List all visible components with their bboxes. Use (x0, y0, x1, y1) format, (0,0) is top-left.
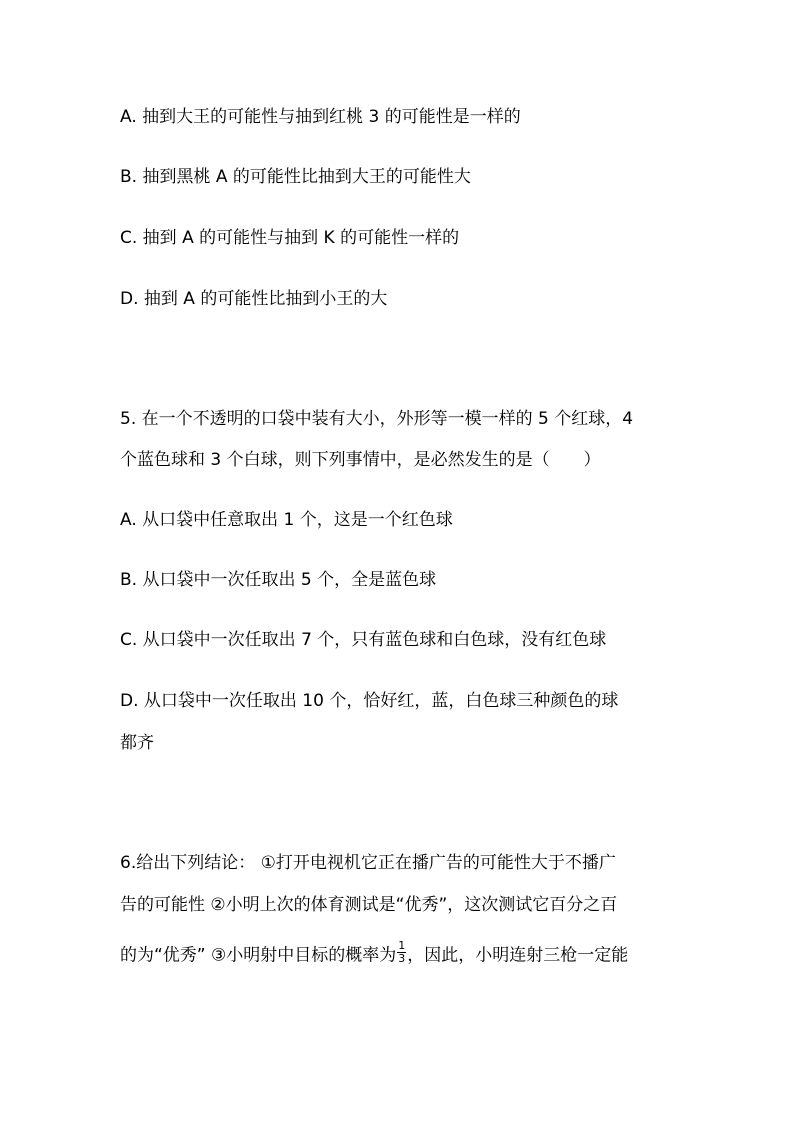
q5-option-d-line-2: 都齐 (120, 733, 154, 753)
q6-line-2: 告的可能性 ②小明上次的体育测试是“优秀”，这次测试它百分之百 (120, 895, 618, 915)
q5-option-c: C. 从口袋中一次任取出 7 个，只有蓝色球和白色球，没有红色球 (120, 630, 607, 650)
q5-stem-line-1: 5. 在一个不透明的口袋中装有大小，外形等一模一样的 5 个红球，4 (120, 409, 634, 429)
q6-line-1: 6.给出下列结论： ①打开电视机它正在播广告的可能性大于不播广 (120, 853, 616, 873)
q5-option-b: B. 从口袋中一次任取出 5 个，全是蓝色球 (120, 570, 437, 590)
q5-stem-line-2: 个蓝色球和 3 个白球，则下列事情中，是必然发生的是（ ） (120, 450, 601, 470)
q4-option-b: B. 抽到黑桃 A 的可能性比抽到大王的可能性大 (120, 167, 471, 187)
fraction-numerator: 1 (398, 939, 406, 952)
fraction-denominator: 3 (398, 952, 406, 965)
q6-line-3-before: 的为“优秀” ③小明射中目标的概率为 (120, 945, 397, 966)
q4-option-d: D. 抽到 A 的可能性比抽到小王的大 (120, 289, 388, 309)
q5-option-a: A. 从口袋中任意取出 1 个，这是一个红色球 (120, 510, 453, 530)
q6-line-3 (120, 939, 629, 968)
q5-option-d-line-1: D. 从口袋中一次任取出 10 个，恰好红，蓝，白色球三种颜色的球 (120, 691, 619, 711)
q6-line-3-after: ，因此，小明连射三枪一定能 (407, 945, 629, 966)
q4-option-a: A. 抽到大王的可能性与抽到红桃 3 的可能性是一样的 (120, 107, 521, 127)
probability-fraction (397, 940, 406, 965)
q4-option-c: C. 抽到 A 的可能性与抽到 K 的可能性一样的 (120, 228, 460, 248)
